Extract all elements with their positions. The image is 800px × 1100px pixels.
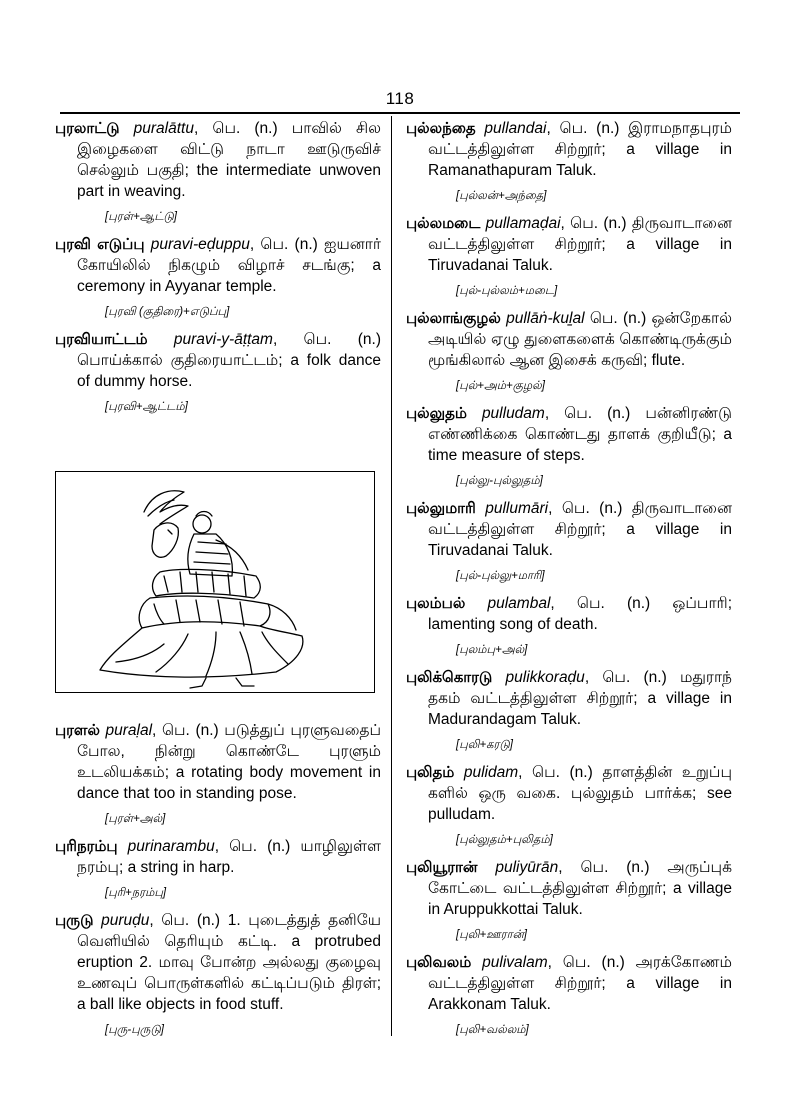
etymology: [புரள்+ஆட்டு] (105, 211, 177, 223)
etymology: [புலி+கரடு] (456, 739, 513, 751)
transliteration: puraḷal (105, 722, 153, 739)
transliteration: puravi-y-āṭṭam (173, 331, 273, 348)
entry-puravi-eduppu (55, 234, 381, 320)
etymology: [புல்+அம்+குழல்] (456, 380, 545, 392)
definition: , பெ. (n.) இராமநாதபுரம் வட்டத்திலுள்ள சிற்றூர்; a village in Ramanathapuram Taluk. (428, 120, 732, 179)
entry-pulludam (406, 403, 732, 489)
definition: , பெ. (n.) திருவாடானை வட்டத்திலுள்ள சிற்றூர்; a village in Tiruvadanai Taluk. (428, 500, 732, 559)
transliteration: puliyūrān (495, 859, 559, 876)
entry-text (406, 857, 732, 920)
definition: , பெ. (n.) பன்னிரண்டு எண்ணிக்கை கொண்டது தாளக் குறியீடு; a time measure of steps. (428, 405, 732, 464)
entry-text (55, 329, 381, 392)
entry-text (406, 952, 732, 1015)
headword: புலிவலம் (406, 954, 472, 971)
definition: , பெ. (n.) ஐயனார் கோயிலில் நிகழும் விழாச் சடங்கு; a ceremony in Ayyanar temple. (77, 236, 382, 295)
transliteration: pulikkoraḍu (505, 669, 585, 686)
entry-text (406, 762, 732, 825)
entry-purinarambu (55, 836, 381, 901)
entry-text (55, 234, 381, 297)
entry-text (406, 118, 732, 181)
definition: , பெ. (n.) படுத்துப் புரளுவதைப் போல, நின்று கொண்டே புரளும் உடலியக்கம்; a rotating body movement in dance that too in standing pose. (77, 722, 382, 802)
headword: புலிக்கொரடு (406, 669, 493, 686)
definition: , பெ. (n.) அருப்புக் கோட்டை வட்டத்திலுள்ள சிற்றூர்; a village in Aruppukkottai Taluk. (428, 859, 732, 918)
headword: புல்லுமாரி (406, 500, 476, 517)
etymology: [புரவி+ஆட்டம்] (105, 401, 188, 413)
transliteration: pulidam (463, 764, 519, 781)
entry-puralattu (55, 118, 381, 225)
transliteration: purinarambu (127, 838, 215, 855)
transliteration: puralāttu (133, 120, 194, 137)
entry-text (406, 308, 732, 371)
headword: புல்லமடை (406, 215, 481, 232)
headword: புரவியாட்டம் (55, 331, 148, 348)
dancer-drawing-icon (56, 472, 374, 692)
entry-text (406, 403, 732, 466)
headword: புல்லாங்குழல் (406, 310, 501, 327)
left-column-top (55, 118, 381, 424)
definition: , பெ. (n.) பொய்க்கால் குதிரையாட்டம்; a folk dance of dummy horse. (77, 331, 381, 390)
entry-puliyuran (406, 857, 732, 943)
entry-pullankuzhal (406, 308, 732, 394)
definition: , பெ. (n.) பாவில் சில இழைகளை விட்டு நாடா ஊடுருவிச் செல்லும் பகுதி; the intermediate unwoven part in weaving. (77, 120, 381, 200)
etymology: [புலி+ஊரான்] (456, 929, 527, 941)
definition: , பெ. (n.) தாளத்தின் உறுப்பு களில் ஒரு வகை. புல்லுதம் பார்க்க; see pulludam. (428, 764, 732, 823)
headword: புல்லுதம் (406, 405, 467, 422)
entry-pullandai (406, 118, 732, 204)
definition: , பெ. (n.) 1. புடைத்துத் தனியே வெளியில் தெரியும் கட்டி. a protrubed eruption 2. மாவு போன்ற அல்லது குழைவு உணவுப் பொருள்களில் கட்டிப்படும் திரள்; a ball like objects in food stuff. (77, 912, 381, 1013)
headword: புரவி எடுப்பு (55, 236, 145, 253)
transliteration: puravi-eḍuppu (150, 236, 250, 253)
etymology: [புல்-புல்லு+மாரி] (456, 570, 545, 582)
right-column (406, 118, 732, 1047)
transliteration: pulludam (481, 405, 545, 422)
headword: புலம்பல் (406, 595, 466, 612)
definition: , பெ. (n.) மதுராந் தகம் வட்டத்திலுள்ள சிற்றூர்; a village in Madurandagam Taluk. (428, 669, 732, 728)
etymology: [புல்லன்+அந்தை] (456, 190, 547, 202)
column-divider (391, 116, 392, 1036)
entry-puralal (55, 720, 381, 827)
transliteration: pullāṅ-kuḻal (506, 310, 585, 327)
left-column-bottom (55, 720, 381, 1047)
etymology: [புல்-புல்லம்+மடை] (456, 285, 558, 297)
etymology: [புலம்பு+அல்] (456, 644, 528, 656)
definition: , பெ. (n.) யாழிலுள்ள நரம்பு; a string in harp. (77, 838, 382, 876)
etymology: [புரு-புருடு] (105, 1024, 164, 1036)
entry-text (55, 720, 381, 804)
definition: , பெ. (n.) அரக்கோணம் வட்டத்திலுள்ள சிற்றூர்; a village in Arakkonam Taluk. (428, 954, 732, 1013)
transliteration: pullandai (484, 120, 547, 137)
entry-text (55, 118, 381, 202)
headword: புல்லந்தை (406, 120, 476, 137)
entry-pulidam (406, 762, 732, 848)
entry-text (406, 667, 732, 730)
entry-text (55, 910, 381, 1015)
etymology: [புரள்+அல்] (105, 813, 166, 825)
headword: புரளல் (55, 722, 100, 739)
entry-pullumari (406, 498, 732, 584)
transliteration: pulambal (487, 595, 551, 612)
page-number: 118 (385, 89, 415, 108)
entry-text (406, 593, 732, 635)
entry-text (406, 213, 732, 276)
definition: பெ. (n.) ஒன்றேகால் அடியில் ஏழு துளைகளைக் கொண்டிருக்கும் மூங்கிலால் ஆன இசைக் கருவி; flute. (428, 310, 732, 369)
definition: , பெ. (n.) ஒப்பாரி; lamenting song of death. (428, 595, 732, 633)
etymology: [புரி+நரம்பு] (105, 887, 167, 899)
headword: புலியூரான் (406, 859, 478, 876)
headword: புரலாட்டு (55, 120, 120, 137)
entry-pullamadai (406, 213, 732, 299)
headword: புரிநரம்பு (55, 838, 118, 855)
horse-dance-illustration (55, 471, 375, 693)
entry-pulivalam (406, 952, 732, 1038)
etymology: [புல்லுதம்+புலிதம்] (456, 834, 553, 846)
transliteration: pullamaḍai (485, 215, 561, 232)
entry-text (55, 836, 381, 878)
header-rule (60, 112, 740, 114)
etymology: [புலி+வல்லம்] (456, 1024, 529, 1036)
transliteration: pullumāri (485, 500, 549, 517)
entry-puraviyattam (55, 329, 381, 415)
headword: புருடு (55, 912, 94, 929)
etymology: [புரவி (குதிரை)+எடுப்பு] (105, 306, 230, 318)
entry-purudu (55, 910, 381, 1038)
definition: , பெ. (n.) திருவாடானை வட்டத்திலுள்ள சிற்றூர்; a village in Tiruvadanai Taluk. (428, 215, 732, 274)
headword: புலிதம் (406, 764, 455, 781)
entry-text (406, 498, 732, 561)
transliteration: puruḍu (101, 912, 150, 929)
transliteration: pulivalam (482, 954, 548, 971)
etymology: [புல்லு-புல்லுதம்] (456, 475, 543, 487)
entry-pulikkoradu (406, 667, 732, 753)
entry-pulambal (406, 593, 732, 658)
